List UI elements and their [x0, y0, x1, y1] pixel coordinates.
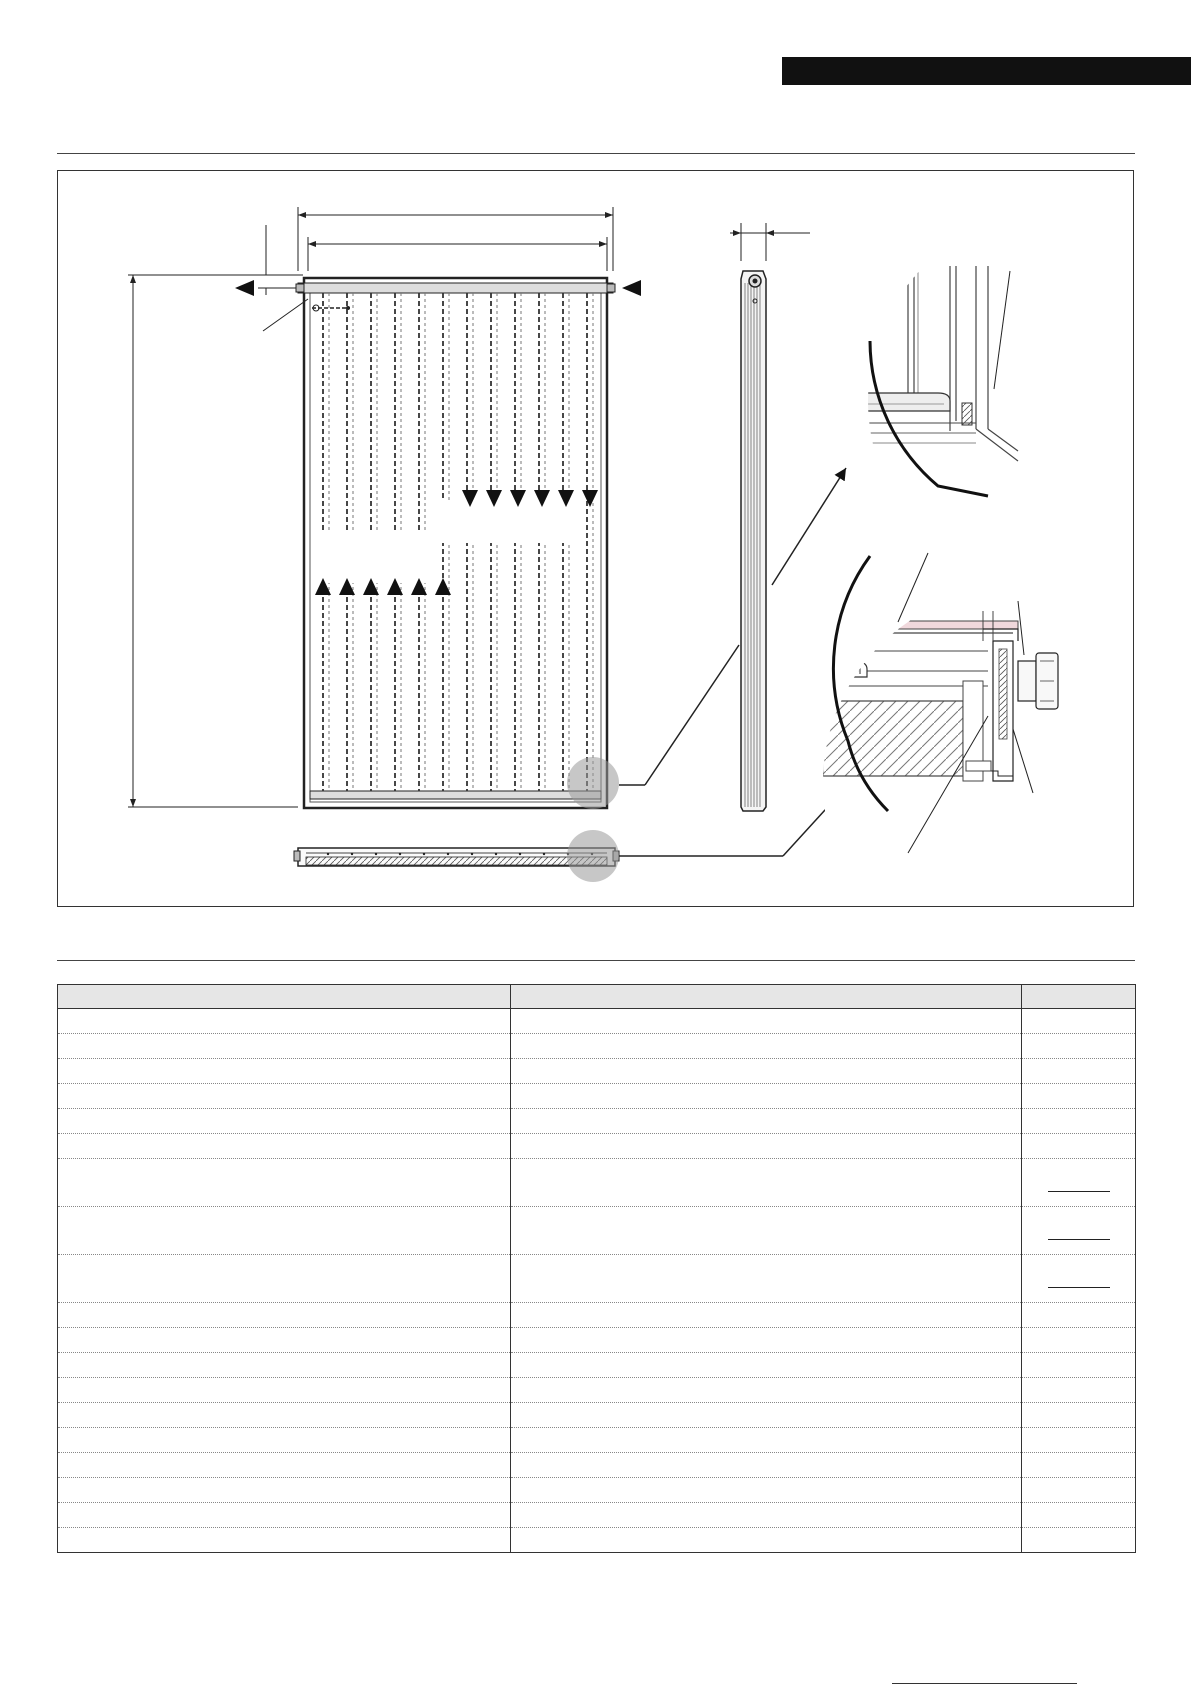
parameter-cell [58, 1528, 511, 1553]
table-body [58, 1009, 1136, 1553]
table-row [58, 1478, 1136, 1503]
parameter-cell [58, 1134, 511, 1159]
unit-cell [1022, 1059, 1136, 1084]
detail-marker-front [567, 757, 619, 809]
table-row [58, 1353, 1136, 1378]
specification-table-container [57, 984, 1135, 1553]
drawing-canvas [58, 171, 1135, 908]
table-row [58, 1378, 1136, 1403]
table-row [58, 1034, 1136, 1059]
table-row [58, 1207, 1136, 1255]
table-header-row [58, 985, 1136, 1009]
table-row [58, 1528, 1136, 1553]
specification-table [57, 984, 1136, 1553]
value-cell [511, 1328, 1022, 1353]
table-row [58, 1134, 1136, 1159]
value-cell [511, 1503, 1022, 1528]
value-cell [511, 1009, 1022, 1034]
table-row [58, 1009, 1136, 1034]
detail-marker-bottom [567, 830, 619, 882]
value-cell [511, 1453, 1022, 1478]
value-cell [511, 1378, 1022, 1403]
value-cell [511, 1428, 1022, 1453]
unit-cell [1022, 1353, 1136, 1378]
value-cell [511, 1403, 1022, 1428]
table-row [58, 1328, 1136, 1353]
unit-cell [1022, 1403, 1136, 1428]
technical-drawing [57, 170, 1134, 907]
parameter-cell [58, 1428, 511, 1453]
value-cell [511, 1159, 1022, 1207]
parameter-cell [58, 1453, 511, 1478]
inlet-arrow [235, 280, 254, 296]
section-rule-bottom [57, 960, 1135, 961]
parameter-cell [58, 1478, 511, 1503]
unit-cell [1022, 1328, 1136, 1353]
unit-cell [1022, 1303, 1136, 1328]
value-cell [511, 1059, 1022, 1084]
table-row [58, 1159, 1136, 1207]
column-header-parameter [58, 985, 511, 1009]
table-row [58, 1453, 1136, 1478]
table-row [58, 1428, 1136, 1453]
value-cell [511, 1134, 1022, 1159]
footer-rule [892, 1683, 1077, 1684]
unit-cell [1022, 1255, 1136, 1303]
unit-fraction-rule [1048, 1239, 1110, 1240]
table-row [58, 1503, 1136, 1528]
unit-cell [1022, 1453, 1136, 1478]
table-row [58, 1255, 1136, 1303]
unit-cell [1022, 1528, 1136, 1553]
parameter-cell [58, 1403, 511, 1428]
header-bar [782, 57, 1191, 85]
detail-top [828, 261, 1078, 501]
parameter-cell [58, 1034, 511, 1059]
column-header-unit [1022, 985, 1136, 1009]
section-rule-top [57, 153, 1135, 154]
value-cell [511, 1528, 1022, 1553]
unit-cell [1022, 1034, 1136, 1059]
table-row [58, 1303, 1136, 1328]
unit-cell [1022, 1503, 1136, 1528]
value-cell [511, 1084, 1022, 1109]
parameter-cell [58, 1059, 511, 1084]
table-row [58, 1403, 1136, 1428]
parameter-cell [58, 1255, 511, 1303]
value-cell [511, 1353, 1022, 1378]
column-header-value [511, 985, 1022, 1009]
parameter-cell [58, 1109, 511, 1134]
unit-cell [1022, 1159, 1136, 1207]
parameter-cell [58, 1353, 511, 1378]
unit-cell [1022, 1207, 1136, 1255]
value-cell [511, 1478, 1022, 1503]
unit-fraction-rule [1048, 1191, 1110, 1192]
collector-front-view [128, 207, 739, 809]
parameter-cell [58, 1328, 511, 1353]
value-cell [511, 1303, 1022, 1328]
detail-bottom [823, 553, 1058, 853]
parameter-cell [58, 1207, 511, 1255]
unit-cell [1022, 1109, 1136, 1134]
value-cell [511, 1034, 1022, 1059]
parameter-cell [58, 1084, 511, 1109]
parameter-cell [58, 1378, 511, 1403]
table-row [58, 1084, 1136, 1109]
table-row [58, 1109, 1136, 1134]
collector-side-view [730, 223, 846, 811]
value-cell [511, 1109, 1022, 1134]
unit-cell [1022, 1134, 1136, 1159]
value-cell [511, 1207, 1022, 1255]
table-row [58, 1059, 1136, 1084]
unit-cell [1022, 1478, 1136, 1503]
value-cell [511, 1255, 1022, 1303]
parameter-cell [58, 1009, 511, 1034]
parameter-cell [58, 1503, 511, 1528]
unit-cell [1022, 1378, 1136, 1403]
unit-fraction-rule [1048, 1287, 1110, 1288]
unit-cell [1022, 1428, 1136, 1453]
unit-cell [1022, 1009, 1136, 1034]
unit-cell [1022, 1084, 1136, 1109]
parameter-cell [58, 1303, 511, 1328]
outlet-arrow [622, 280, 641, 296]
parameter-cell [58, 1159, 511, 1207]
